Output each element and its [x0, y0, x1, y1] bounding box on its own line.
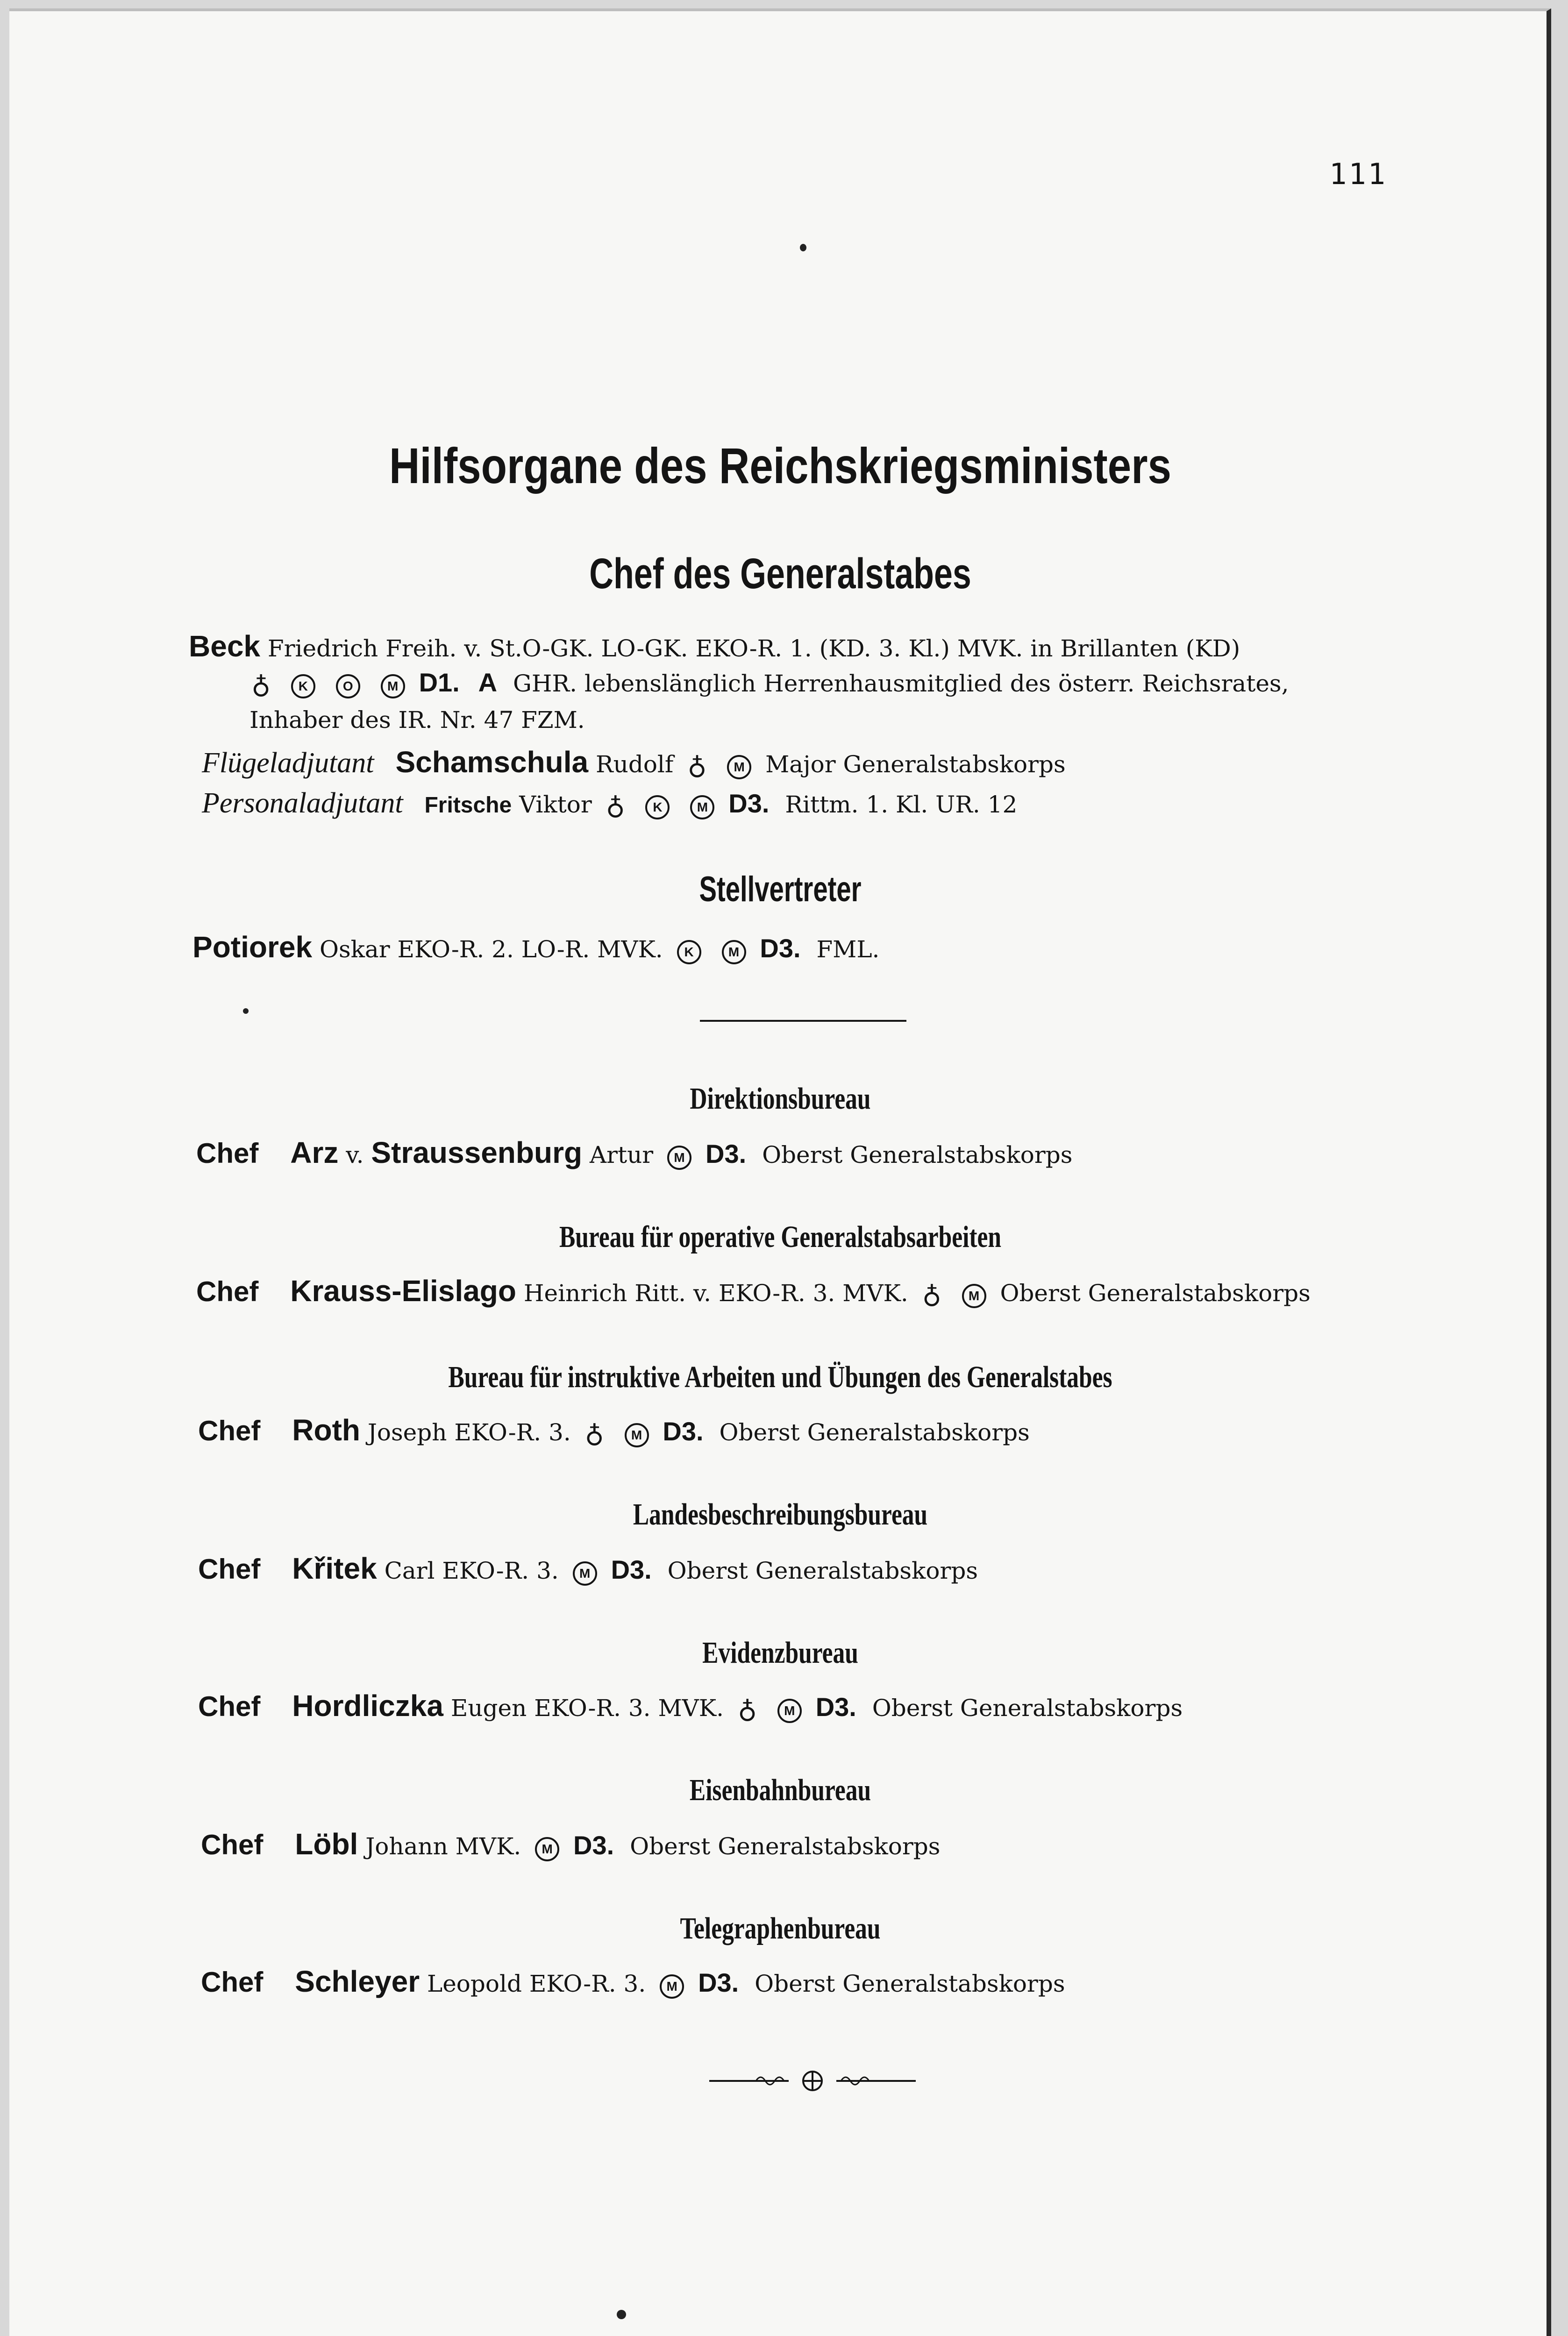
ink-speck: [617, 2310, 626, 2319]
m-badge-icon: M: [660, 1974, 684, 1999]
deputy-entry: [192, 930, 879, 964]
bureau-chief-given: Carl EKO-R. 3.: [384, 1557, 559, 1584]
bureau-title: Eisenbahnbureau: [689, 1773, 871, 1807]
chief-entry-line2: [245, 667, 1289, 700]
bureau-chief-entry: [196, 1135, 1072, 1170]
k-badge-icon: K: [677, 940, 701, 964]
bureau-title: Bureau für instruktive Arbeiten und Übungen des Generalstabes: [448, 1360, 1112, 1394]
name-particle: v.: [346, 1141, 364, 1168]
chef-label: Chef: [201, 1966, 264, 1998]
chief-heading: Chef des Generalstabes: [589, 550, 971, 598]
chef-label: Chef: [196, 1138, 259, 1169]
m-badge-icon: M: [535, 1837, 559, 1861]
bureau-chief-entry: [201, 1827, 940, 1861]
d-class: D3.: [611, 1555, 652, 1584]
bureau-chief-entry: [198, 1413, 1030, 1449]
m-badge-icon: M: [381, 674, 405, 698]
d-class: D3.: [815, 1692, 856, 1722]
adjutant-rank: Major Generalstabskorps: [765, 751, 1066, 778]
chef-label: Chef: [198, 1691, 261, 1722]
bureau-chief-entry: [196, 1274, 1311, 1310]
m-badge-icon: M: [625, 1423, 649, 1447]
adjutant-rank: Rittm. 1. Kl. UR. 12: [785, 791, 1018, 818]
chief-surname: Beck: [189, 629, 260, 663]
deputy-orders: Oskar EKO-R. 2. LO-R. MVK.: [319, 936, 663, 963]
k-badge-icon: K: [645, 795, 670, 819]
ink-speck: [800, 244, 806, 251]
adjutant-entry-2: [202, 787, 1017, 821]
a-mark: A: [478, 668, 498, 697]
chief-entry-line1: [189, 629, 1240, 663]
bureau-chief-given: Eugen EKO-R. 3. MVK.: [450, 1695, 724, 1722]
bureau-title: Evidenzbureau: [702, 1636, 858, 1670]
bureau-chief-surname: Schleyer: [295, 1965, 420, 1998]
d-class: D3.: [573, 1830, 614, 1860]
ink-speck: [243, 1008, 249, 1014]
m-badge-icon: M: [727, 755, 751, 779]
d-class: D3.: [760, 933, 801, 963]
chef-label: Chef: [201, 1829, 264, 1860]
bureau-chief-surname: Hordliczka: [292, 1689, 443, 1723]
bureau-chief-rank: Oberst Generalstabskorps: [755, 1970, 1065, 1997]
m-badge-icon: M: [962, 1284, 986, 1308]
cross-icon: ♁: [584, 1418, 604, 1449]
adjutant-entry-1: [202, 745, 1066, 781]
bureau-chief-rank: Oberst Generalstabskorps: [719, 1419, 1030, 1446]
bureau-chief-rank: Oberst Generalstabskorps: [630, 1833, 941, 1860]
cross-icon: ♁: [687, 750, 707, 781]
main-heading: Hilfsorgane des Reichskriegsministers: [389, 437, 1171, 494]
d-class: D1.: [419, 668, 460, 697]
section-divider: [700, 1020, 906, 1022]
bureau-chief-rank: Oberst Generalstabskorps: [872, 1695, 1183, 1722]
bureau-chief-surname: Roth: [292, 1413, 360, 1447]
bureau-title: Landesbeschreibungsbureau: [633, 1497, 928, 1531]
bureau-chief-surname: Křitek: [292, 1552, 377, 1585]
deputy-heading: Stellvertreter: [699, 869, 862, 909]
chef-label: Chef: [198, 1553, 261, 1585]
cross-icon: ♁: [922, 1279, 941, 1310]
bureau-chief-rank: Oberst Generalstabskorps: [667, 1557, 978, 1584]
cross-icon: ♁: [251, 669, 271, 700]
d-class: D3.: [698, 1968, 739, 1997]
bureau-chief-surname-2: Straussenburg: [371, 1136, 583, 1169]
bureau-chief-given: Artur: [589, 1141, 654, 1168]
bureau-chief-surname: Arz: [290, 1136, 339, 1169]
m-badge-icon: M: [722, 940, 746, 964]
chef-label: Chef: [198, 1415, 261, 1446]
bureau-title: Telegraphenbureau: [680, 1911, 881, 1945]
d-class: D3.: [663, 1417, 704, 1446]
bureau-chief-entry: [198, 1551, 978, 1586]
bureau-chief-rank: Oberst Generalstabskorps: [762, 1141, 1073, 1168]
bureau-chief-surname: Krauss-Elislago: [290, 1274, 516, 1308]
chief-entry-line3: Inhaber des IR. Nr. 47 FZM.: [249, 706, 585, 734]
m-badge-icon: M: [777, 1699, 802, 1723]
adjutant-surname: Schamschula: [395, 745, 589, 779]
bureau-chief-given: Johann MVK.: [365, 1833, 521, 1860]
bureau-chief-given: Joseph EKO-R. 3.: [367, 1419, 571, 1446]
cross-icon: ♁: [737, 1694, 757, 1724]
chef-label: Chef: [196, 1276, 259, 1307]
d-class: D3.: [728, 789, 770, 818]
deputy-surname: Potiorek: [192, 930, 313, 964]
chief-line2-text: GHR. lebenslänglich Herrenhausmitglied des österr. Reichsrates,: [513, 670, 1289, 697]
bureau-chief-entry: [198, 1688, 1183, 1724]
m-badge-icon: M: [667, 1146, 691, 1170]
bureau-chief-entry: [201, 1964, 1065, 1999]
bureau-title: Direktionsbureau: [690, 1082, 871, 1116]
o-badge-icon: O: [336, 674, 360, 698]
adjutant-role: Personaladjutant: [202, 787, 403, 819]
adjutant-given: Viktor: [519, 791, 592, 818]
chief-line1-text: Friedrich Freih. v. St.O-GK. LO-GK. EKO-R. 1. (KD. 3. Kl.) MVK. in Brillanten (KD): [267, 635, 1240, 662]
bureau-chief-surname: Löbl: [295, 1827, 358, 1861]
document-page: [9, 8, 1551, 2336]
page-number: 111: [1329, 157, 1387, 191]
deputy-rank: FML.: [816, 936, 880, 963]
bureau-chief-rank: Oberst Generalstabskorps: [1000, 1280, 1311, 1307]
ornament-divider-icon: [709, 2067, 916, 2095]
bureau-title: Bureau für operative Generalstabsarbeiten: [559, 1220, 1002, 1254]
adjutant-given: Rudolf: [595, 751, 674, 778]
cross-icon: ♁: [606, 791, 625, 821]
bureau-chief-given: Leopold EKO-R. 3.: [427, 1970, 646, 1997]
m-badge-icon: M: [573, 1561, 597, 1586]
d-class: D3.: [706, 1139, 747, 1168]
adjutant-role: Flügeladjutant: [202, 747, 374, 779]
m-badge-icon: M: [690, 795, 714, 819]
bureau-chief-given: Heinrich Ritt. v. EKO-R. 3. MVK.: [523, 1280, 908, 1307]
adjutant-surname: Fritsche: [424, 793, 512, 818]
k-badge-icon: K: [291, 674, 315, 698]
